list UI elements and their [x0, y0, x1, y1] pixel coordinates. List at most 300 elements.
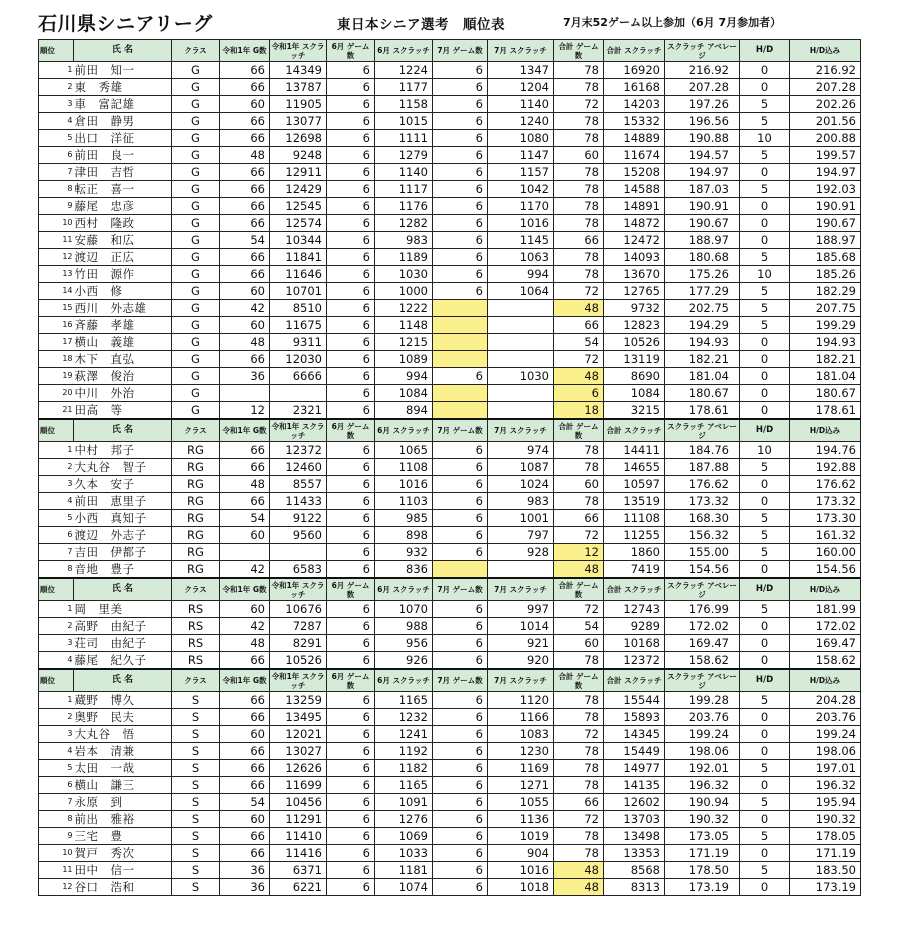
cell-rank: 11 [39, 232, 74, 249]
column-header-hd-total: H/D込み [790, 419, 861, 442]
cell-total-games: 66 [554, 794, 604, 811]
cell-scratch-average: 197.26 [665, 96, 740, 113]
cell-r1-games [220, 385, 270, 402]
cell-jun-scratch: 926 [375, 652, 433, 670]
cell-total-scratch: 13353 [604, 845, 665, 862]
column-header-jun-scratch: 6月 スクラッチ [375, 40, 433, 62]
cell-scratch-average: 216.92 [665, 62, 740, 79]
cell-scratch-average: 192.01 [665, 760, 740, 777]
column-header-r1-games: 令和1年 G数 [220, 419, 270, 442]
cell-total-games: 54 [554, 334, 604, 351]
cell-jul-games: 6 [433, 652, 488, 670]
cell-total-games: 78 [554, 493, 604, 510]
cell-hd: 0 [740, 493, 790, 510]
column-header-jun-scratch: 6月 スクラッチ [375, 578, 433, 601]
cell-jul-scratch [488, 351, 554, 368]
cell-jul-games: 6 [433, 459, 488, 476]
cell-jul-games: 6 [433, 777, 488, 794]
cell-total-games: 78 [554, 249, 604, 266]
cell-hd-total: 207.75 [790, 300, 861, 317]
cell-class: G [172, 351, 220, 368]
column-header-hd: H/D [740, 419, 790, 442]
cell-hd-total: 181.04 [790, 368, 861, 385]
cell-hd: 0 [740, 652, 790, 670]
cell-hd: 5 [740, 794, 790, 811]
cell-r1-games: 66 [220, 62, 270, 79]
column-header-class: クラス [172, 669, 220, 692]
cell-scratch-average: 171.19 [665, 845, 740, 862]
cell-total-scratch: 10526 [604, 334, 665, 351]
cell-total-scratch: 15893 [604, 709, 665, 726]
cell-rank: 1 [39, 62, 74, 79]
cell-class: G [172, 198, 220, 215]
cell-jul-games: 6 [433, 743, 488, 760]
column-header-total-scratch: 合計 スクラッチ [604, 578, 665, 601]
cell-total-scratch: 12372 [604, 652, 665, 670]
cell-jun-scratch: 985 [375, 510, 433, 527]
cell-scratch-average: 202.75 [665, 300, 740, 317]
cell-total-scratch: 10597 [604, 476, 665, 493]
cell-name: 斉藤 孝雄 [74, 317, 172, 334]
cell-total-games: 78 [554, 62, 604, 79]
cell-total-games: 72 [554, 726, 604, 743]
cell-scratch-average: 203.76 [665, 709, 740, 726]
cell-name: 高野 由紀子 [74, 618, 172, 635]
cell-hd: 5 [740, 527, 790, 544]
cell-jul-scratch: 1120 [488, 692, 554, 709]
cell-jul-scratch: 1157 [488, 164, 554, 181]
cell-total-scratch: 8690 [604, 368, 665, 385]
table-row [39, 113, 861, 130]
cell-jul-scratch [488, 300, 554, 317]
cell-total-scratch: 16168 [604, 79, 665, 96]
cell-r1-games: 66 [220, 215, 270, 232]
cell-r1-scratch: 10676 [270, 601, 327, 618]
cell-scratch-average: 173.05 [665, 828, 740, 845]
cell-hd: 0 [740, 351, 790, 368]
cell-jul-games: 6 [433, 510, 488, 527]
cell-total-scratch: 1084 [604, 385, 665, 402]
cell-jun-scratch: 1108 [375, 459, 433, 476]
cell-class: G [172, 181, 220, 198]
cell-jul-scratch: 1169 [488, 760, 554, 777]
cell-hd-total: 173.19 [790, 879, 861, 896]
cell-jul-scratch: 1016 [488, 862, 554, 879]
cell-r1-scratch: 6221 [270, 879, 327, 896]
cell-jul-scratch: 1136 [488, 811, 554, 828]
cell-jul-scratch [488, 317, 554, 334]
cell-hd-total: 194.93 [790, 334, 861, 351]
column-header-name: 氏 名 [74, 419, 172, 442]
cell-name: 太田 一哉 [74, 760, 172, 777]
cell-jun-scratch: 1189 [375, 249, 433, 266]
cell-jun-games: 6 [327, 709, 375, 726]
cell-jul-games: 6 [433, 113, 488, 130]
cell-total-scratch: 13498 [604, 828, 665, 845]
cell-total-scratch: 14872 [604, 215, 665, 232]
cell-jun-scratch: 1091 [375, 794, 433, 811]
table-row [39, 510, 861, 527]
column-header-jun-games: 6月 ゲーム数 [327, 40, 375, 62]
cell-name: 谷口 浩和 [74, 879, 172, 896]
cell-jul-scratch: 920 [488, 652, 554, 670]
cell-jun-games: 6 [327, 113, 375, 130]
cell-jun-games: 6 [327, 777, 375, 794]
cell-class: RS [172, 601, 220, 618]
cell-jul-scratch: 1016 [488, 215, 554, 232]
cell-r1-games: 60 [220, 96, 270, 113]
cell-jun-scratch: 1084 [375, 385, 433, 402]
cell-scratch-average: 194.57 [665, 147, 740, 164]
cell-rank: 3 [39, 635, 74, 652]
cell-hd: 5 [740, 459, 790, 476]
cell-total-games: 60 [554, 476, 604, 493]
column-header-hd-total: H/D込み [790, 669, 861, 692]
cell-r1-scratch: 9122 [270, 510, 327, 527]
cell-r1-games: 36 [220, 368, 270, 385]
cell-jun-games: 6 [327, 96, 375, 113]
cell-total-scratch: 16920 [604, 62, 665, 79]
cell-rank: 2 [39, 79, 74, 96]
cell-total-games: 78 [554, 459, 604, 476]
cell-hd: 5 [740, 510, 790, 527]
table-row [39, 368, 861, 385]
cell-rank: 18 [39, 351, 74, 368]
cell-class: S [172, 828, 220, 845]
cell-class: G [172, 232, 220, 249]
cell-jul-scratch: 928 [488, 544, 554, 561]
table-row [39, 402, 861, 420]
cell-r1-games: 66 [220, 164, 270, 181]
cell-name: 西川 外志雄 [74, 300, 172, 317]
cell-rank: 4 [39, 743, 74, 760]
cell-r1-scratch: 9560 [270, 527, 327, 544]
cell-total-games: 66 [554, 232, 604, 249]
column-header-r1-games: 令和1年 G数 [220, 578, 270, 601]
column-header-r1-games: 令和1年 G数 [220, 40, 270, 62]
cell-jun-scratch: 1140 [375, 164, 433, 181]
cell-jul-scratch: 994 [488, 266, 554, 283]
cell-jun-scratch: 1158 [375, 96, 433, 113]
cell-hd: 0 [740, 618, 790, 635]
cell-scratch-average: 188.97 [665, 232, 740, 249]
cell-name: 倉田 静男 [74, 113, 172, 130]
cell-total-games: 6 [554, 385, 604, 402]
cell-r1-games: 66 [220, 692, 270, 709]
cell-jun-games: 6 [327, 794, 375, 811]
cell-hd: 5 [740, 317, 790, 334]
cell-jun-scratch: 1241 [375, 726, 433, 743]
cell-hd: 0 [740, 726, 790, 743]
cell-r1-games: 66 [220, 351, 270, 368]
column-header-r1-scratch: 令和1年 スクラッチ [270, 419, 327, 442]
cell-scratch-average: 196.32 [665, 777, 740, 794]
cell-class: G [172, 283, 220, 300]
cell-total-games: 66 [554, 317, 604, 334]
cell-jul-scratch: 1080 [488, 130, 554, 147]
cell-r1-games: 48 [220, 476, 270, 493]
cell-name: 中村 邦子 [74, 442, 172, 459]
cell-hd-total: 169.47 [790, 635, 861, 652]
cell-r1-scratch: 2321 [270, 402, 327, 420]
cell-class: RS [172, 618, 220, 635]
cell-jul-games: 6 [433, 493, 488, 510]
cell-r1-scratch: 11699 [270, 777, 327, 794]
cell-rank: 7 [39, 544, 74, 561]
cell-r1-scratch: 11410 [270, 828, 327, 845]
cell-name: 大丸谷 智子 [74, 459, 172, 476]
cell-class: G [172, 147, 220, 164]
cell-jun-games: 6 [327, 618, 375, 635]
cell-jul-scratch [488, 385, 554, 402]
cell-hd: 5 [740, 283, 790, 300]
cell-total-games: 60 [554, 635, 604, 652]
cell-total-games: 78 [554, 845, 604, 862]
cell-jul-games: 6 [433, 96, 488, 113]
table-row [39, 442, 861, 459]
cell-scratch-average: 178.61 [665, 402, 740, 420]
cell-scratch-average: 173.32 [665, 493, 740, 510]
cell-scratch-average: 199.28 [665, 692, 740, 709]
cell-r1-games: 36 [220, 862, 270, 879]
cell-scratch-average: 181.04 [665, 368, 740, 385]
cell-r1-scratch: 12574 [270, 215, 327, 232]
cell-hd: 0 [740, 811, 790, 828]
cell-r1-scratch: 10526 [270, 652, 327, 670]
cell-name: 車 富記雄 [74, 96, 172, 113]
cell-jun-games: 6 [327, 351, 375, 368]
cell-total-games: 48 [554, 300, 604, 317]
cell-total-scratch: 7419 [604, 561, 665, 579]
cell-scratch-average: 187.88 [665, 459, 740, 476]
cell-name: 中川 外治 [74, 385, 172, 402]
cell-r1-scratch: 12626 [270, 760, 327, 777]
cell-jun-games: 6 [327, 828, 375, 845]
cell-total-scratch: 14588 [604, 181, 665, 198]
cell-hd: 5 [740, 96, 790, 113]
cell-jun-scratch: 1074 [375, 879, 433, 896]
cell-hd-total: 161.32 [790, 527, 861, 544]
cell-r1-scratch: 12911 [270, 164, 327, 181]
cell-class: G [172, 249, 220, 266]
cell-jun-scratch: 1182 [375, 760, 433, 777]
cell-jun-games: 6 [327, 232, 375, 249]
cell-class: G [172, 113, 220, 130]
cell-jun-scratch: 1111 [375, 130, 433, 147]
cell-total-games: 78 [554, 442, 604, 459]
section-s [39, 669, 861, 896]
cell-hd-total: 192.88 [790, 459, 861, 476]
cell-jun-scratch: 1069 [375, 828, 433, 845]
cell-r1-scratch: 12372 [270, 442, 327, 459]
cell-hd-total: 173.32 [790, 493, 861, 510]
cell-hd-total: 172.02 [790, 618, 861, 635]
cell-r1-scratch: 10701 [270, 283, 327, 300]
cell-r1-scratch: 11646 [270, 266, 327, 283]
column-header-r1-scratch: 令和1年 スクラッチ [270, 669, 327, 692]
cell-hd-total: 197.01 [790, 760, 861, 777]
cell-hd: 5 [740, 828, 790, 845]
cell-r1-scratch: 6666 [270, 368, 327, 385]
cell-jul-games [433, 561, 488, 579]
cell-r1-games: 60 [220, 283, 270, 300]
cell-hd-total: 185.68 [790, 249, 861, 266]
cell-class: G [172, 96, 220, 113]
cell-total-games: 72 [554, 283, 604, 300]
cell-r1-games: 66 [220, 760, 270, 777]
cell-jul-games [433, 402, 488, 420]
cell-r1-games: 66 [220, 777, 270, 794]
table-row [39, 862, 861, 879]
cell-jul-games: 6 [433, 442, 488, 459]
cell-jun-scratch: 1089 [375, 351, 433, 368]
cell-total-games: 78 [554, 266, 604, 283]
cell-r1-scratch: 13259 [270, 692, 327, 709]
cell-rank: 3 [39, 96, 74, 113]
cell-total-games: 48 [554, 879, 604, 896]
cell-name: 横山 義雄 [74, 334, 172, 351]
cell-r1-games: 66 [220, 828, 270, 845]
table-row [39, 300, 861, 317]
cell-jul-games [433, 385, 488, 402]
table-row [39, 130, 861, 147]
cell-scratch-average: 194.97 [665, 164, 740, 181]
cell-hd: 10 [740, 266, 790, 283]
cell-r1-games: 66 [220, 181, 270, 198]
cell-jul-scratch: 1145 [488, 232, 554, 249]
table-row [39, 459, 861, 476]
cell-name: 大丸谷 悟 [74, 726, 172, 743]
cell-hd: 0 [740, 368, 790, 385]
cell-total-games: 66 [554, 510, 604, 527]
cell-scratch-average: 180.68 [665, 249, 740, 266]
cell-total-games: 78 [554, 130, 604, 147]
cell-jun-games: 6 [327, 635, 375, 652]
cell-total-scratch: 14093 [604, 249, 665, 266]
cell-total-games: 78 [554, 777, 604, 794]
cell-rank: 21 [39, 402, 74, 420]
cell-scratch-average: 172.02 [665, 618, 740, 635]
cell-jun-scratch: 1148 [375, 317, 433, 334]
cell-scratch-average: 173.19 [665, 879, 740, 896]
cell-r1-scratch: 8291 [270, 635, 327, 652]
cell-hd: 0 [740, 164, 790, 181]
cell-total-scratch: 14203 [604, 96, 665, 113]
cell-class: G [172, 62, 220, 79]
cell-name: 渡辺 外志子 [74, 527, 172, 544]
cell-jun-games: 6 [327, 266, 375, 283]
cell-jun-scratch: 1224 [375, 62, 433, 79]
cell-class: S [172, 760, 220, 777]
table-row [39, 164, 861, 181]
cell-jul-scratch: 1063 [488, 249, 554, 266]
cell-r1-games: 66 [220, 493, 270, 510]
cell-jul-games: 6 [433, 845, 488, 862]
table-row [39, 709, 861, 726]
cell-total-scratch: 14135 [604, 777, 665, 794]
cell-jun-games: 6 [327, 845, 375, 862]
cell-jul-games: 6 [433, 726, 488, 743]
cell-jul-scratch [488, 334, 554, 351]
cell-jun-scratch: 994 [375, 368, 433, 385]
column-header-scratch-average: スクラッチ アベレージ [665, 669, 740, 692]
cell-rank: 3 [39, 476, 74, 493]
cell-rank: 10 [39, 845, 74, 862]
cell-rank: 20 [39, 385, 74, 402]
cell-rank: 4 [39, 652, 74, 670]
cell-class: RG [172, 459, 220, 476]
cell-rank: 8 [39, 561, 74, 579]
cell-jun-games: 6 [327, 215, 375, 232]
cell-r1-scratch: 6371 [270, 862, 327, 879]
column-header-r1-scratch: 令和1年 スクラッチ [270, 578, 327, 601]
column-header-jun-scratch: 6月 スクラッチ [375, 419, 433, 442]
cell-jul-games: 6 [433, 283, 488, 300]
table-row [39, 601, 861, 618]
cell-rank: 1 [39, 442, 74, 459]
cell-r1-scratch: 7287 [270, 618, 327, 635]
cell-jul-scratch: 921 [488, 635, 554, 652]
cell-r1-scratch: 11433 [270, 493, 327, 510]
cell-total-scratch: 15208 [604, 164, 665, 181]
cell-hd: 0 [740, 635, 790, 652]
cell-scratch-average: 198.06 [665, 743, 740, 760]
cell-total-games: 78 [554, 828, 604, 845]
cell-jun-scratch: 1000 [375, 283, 433, 300]
cell-r1-scratch: 12030 [270, 351, 327, 368]
cell-hd: 0 [740, 385, 790, 402]
cell-r1-games: 60 [220, 601, 270, 618]
section-rg [39, 419, 861, 578]
column-header-hd: H/D [740, 669, 790, 692]
cell-jul-scratch: 1271 [488, 777, 554, 794]
cell-hd-total: 199.57 [790, 147, 861, 164]
cell-rank: 9 [39, 198, 74, 215]
eligibility-note: 7月末52ゲーム以上参加（6月 7月参加者） [563, 16, 782, 29]
cell-class: G [172, 300, 220, 317]
cell-class: RG [172, 510, 220, 527]
column-header-name: 氏 名 [74, 40, 172, 62]
cell-name: 東 秀雄 [74, 79, 172, 96]
cell-total-scratch: 12602 [604, 794, 665, 811]
cell-scratch-average: 180.67 [665, 385, 740, 402]
table-row [39, 652, 861, 670]
cell-class: RS [172, 635, 220, 652]
cell-total-games: 78 [554, 181, 604, 198]
cell-r1-scratch: 12460 [270, 459, 327, 476]
cell-rank: 16 [39, 317, 74, 334]
cell-jul-scratch: 1087 [488, 459, 554, 476]
table-row [39, 334, 861, 351]
cell-class: S [172, 692, 220, 709]
cell-hd-total: 196.32 [790, 777, 861, 794]
cell-total-scratch: 9289 [604, 618, 665, 635]
cell-scratch-average: 190.67 [665, 215, 740, 232]
table-row [39, 635, 861, 652]
cell-jul-games: 6 [433, 147, 488, 164]
cell-name: 永原 到 [74, 794, 172, 811]
cell-r1-scratch: 13787 [270, 79, 327, 96]
header-row [39, 578, 861, 601]
cell-jul-games: 6 [433, 181, 488, 198]
cell-scratch-average: 184.76 [665, 442, 740, 459]
cell-hd: 0 [740, 561, 790, 579]
cell-total-scratch: 12823 [604, 317, 665, 334]
column-header-total-games: 合計 ゲーム数 [554, 419, 604, 442]
cell-jul-scratch: 797 [488, 527, 554, 544]
cell-r1-scratch [270, 544, 327, 561]
cell-jul-scratch: 1019 [488, 828, 554, 845]
